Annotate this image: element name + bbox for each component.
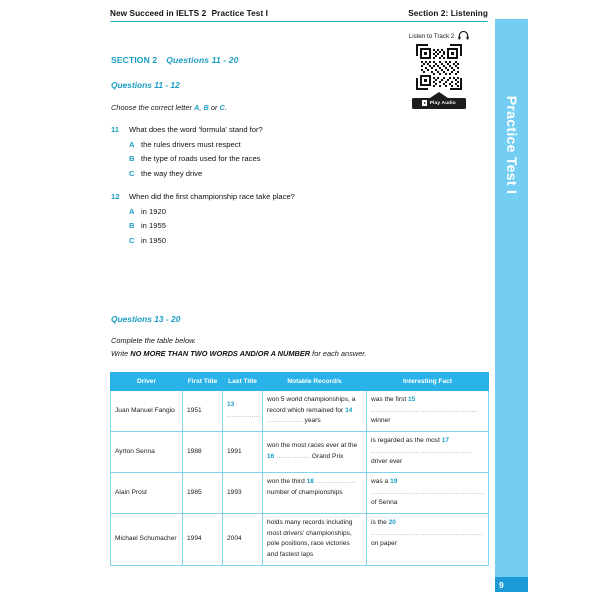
cell-first-title: 1988 — [183, 432, 223, 473]
instruction-sep-2: or — [208, 103, 220, 112]
option-text: the way they drive — [141, 168, 203, 178]
complete-table-instruction: Complete the table below. — [111, 336, 197, 345]
side-tab-label: Practice Test I — [503, 95, 520, 195]
answer-line: .................. — [313, 478, 357, 486]
running-header — [110, 9, 488, 18]
running-header-left — [110, 9, 271, 18]
cell-interesting-fact-gap-15[interactable] — [367, 391, 489, 432]
play-icon — [422, 100, 427, 106]
answer-line: ............... — [227, 412, 261, 419]
record-text-pre: won the most races ever at the — [267, 442, 358, 450]
cell-interesting-fact-gap-19[interactable] — [367, 473, 489, 514]
gap-number: 17 — [441, 437, 450, 445]
option-letter: B — [129, 221, 135, 230]
play-audio-label: Play Audio — [429, 100, 456, 106]
gap-number: 18 — [306, 478, 314, 486]
option-letter: B — [129, 154, 135, 163]
record-text-pre: won 5 world championships, a record which remained for — [267, 396, 356, 414]
question-12-stem: When did the first championship race take place? — [129, 192, 295, 201]
question-12-number: 12 — [111, 192, 120, 201]
instruction-letter-a: A — [193, 103, 200, 112]
option-letter: C — [129, 168, 135, 178]
drivers-table — [110, 372, 489, 566]
play-audio-button[interactable] — [412, 98, 466, 109]
play-audio-wrap — [412, 92, 466, 109]
cell-last-title: 1993 — [223, 473, 263, 514]
questions-11-12-heading: Questions 11 - 12 — [111, 80, 180, 90]
answer-line: ............................................. — [371, 447, 472, 455]
cell-notable-records-gap-16[interactable] — [263, 432, 367, 473]
table-header-row — [111, 373, 489, 391]
column-header-notable-records: Notable Record/s — [263, 373, 367, 391]
option-text: in 1920 — [141, 206, 166, 216]
question-11-option-a[interactable] — [129, 140, 411, 149]
instruction-end: . — [224, 103, 227, 112]
gap-number: 14 — [345, 406, 353, 414]
write-bold: NO MORE THAN TWO WORDS AND/OR A NUMBER — [130, 349, 311, 358]
cell-driver: Michael Schumacher — [111, 514, 183, 566]
option-text: the rules drivers must respect — [141, 139, 241, 149]
fact-text-pre: was a — [371, 478, 391, 486]
audio-block — [389, 31, 489, 109]
headphone-icon — [458, 31, 469, 42]
instruction-letter-c: C — [219, 103, 225, 112]
instruction-letter-b: B — [203, 103, 209, 112]
track-line — [409, 31, 469, 42]
table-row — [111, 432, 489, 473]
column-header-driver: Driver — [111, 373, 183, 391]
question-12-option-b[interactable] — [129, 221, 411, 230]
cell-notable-records-gap-14[interactable] — [263, 391, 367, 432]
cell-driver: Alain Prost — [111, 473, 183, 514]
questions-13-20-heading: Questions 13 - 20 — [111, 314, 181, 324]
qr-code[interactable] — [416, 44, 462, 90]
gap-number: 15 — [408, 396, 416, 403]
record-text-post: Grand Prix — [310, 453, 344, 461]
cell-notable-records: holds many records including most drivers' championships, pole positions, race victories and fastest laps — [263, 514, 367, 566]
option-letter: C — [129, 235, 135, 245]
write-words-instruction — [111, 349, 367, 358]
drivers-table-wrap — [110, 372, 488, 566]
question-12 — [111, 192, 411, 250]
question-11 — [111, 125, 411, 183]
page-number-badge: 9 — [495, 577, 528, 592]
header-rule — [110, 21, 488, 23]
record-text-pre: won the third — [267, 478, 307, 486]
record-text-post: years — [302, 417, 321, 425]
question-11-option-c[interactable] — [129, 169, 411, 178]
instruction-sep-1: , — [199, 103, 204, 112]
cell-last-title: 2004 — [223, 514, 263, 566]
question-11-stem-row — [111, 125, 411, 134]
cell-driver: Ayrton Senna — [111, 432, 183, 473]
gap-number: 19 — [390, 478, 398, 486]
fact-text-post: driver ever — [371, 458, 403, 466]
question-11-number: 11 — [111, 125, 120, 134]
instruction-prefix: Choose the correct letter — [111, 103, 194, 112]
answer-line: .................................................. — [371, 529, 483, 537]
answer-line: ................................................ — [371, 406, 479, 414]
cell-notable-records-gap-18[interactable] — [263, 473, 367, 514]
record-text-post: number of championships — [267, 488, 343, 496]
cell-interesting-fact-gap-17[interactable] — [367, 432, 489, 473]
gap-number: 13 — [227, 401, 235, 409]
question-12-option-c[interactable] — [129, 236, 411, 245]
table-row — [111, 473, 489, 514]
cell-last-title: 1991 — [223, 432, 263, 473]
practice-test-side-tab — [495, 19, 528, 577]
test-title: Practice Test I — [211, 9, 269, 18]
section-heading — [111, 55, 239, 65]
column-header-interesting-fact: Interesting Fact — [367, 373, 489, 391]
table-row — [111, 514, 489, 566]
question-12-option-a[interactable] — [129, 207, 411, 216]
section-title: SECTION 2 — [111, 55, 158, 65]
fact-text-pre: was the first — [371, 396, 409, 403]
fact-text-post: winner — [371, 417, 391, 425]
cell-interesting-fact-gap-20[interactable] — [367, 514, 489, 566]
answer-line: ................ — [267, 417, 303, 425]
cell-driver: Juan Manuel Fangio — [111, 391, 183, 432]
write-suffix: for each answer. — [310, 349, 367, 358]
section-question-range: Questions 11 - 20 — [166, 55, 239, 65]
fact-text-pre: is regarded as the most — [371, 437, 442, 445]
cell-first-title: 1951 — [183, 391, 223, 432]
choose-letter-instruction — [111, 103, 227, 112]
option-letter: A — [129, 206, 135, 216]
question-11-stem: What does the word 'formula' stand for? — [129, 125, 263, 134]
column-header-last-title: Last Title — [223, 373, 263, 391]
gap-number: 16 — [267, 453, 275, 461]
cell-first-title: 1994 — [183, 514, 223, 566]
gap-number: 20 — [388, 519, 396, 527]
option-text: the type of roads used for the races — [141, 154, 261, 163]
option-letter: A — [129, 139, 135, 149]
answer-line: ............... — [274, 453, 311, 461]
section-label: Section 2: Listening — [408, 9, 488, 18]
write-prefix: Write — [111, 349, 131, 358]
track-label: Listen to Track 2 — [408, 33, 455, 40]
table-row — [111, 391, 489, 432]
fact-text-pre: is the — [371, 519, 389, 527]
cell-last-title-gap-13[interactable] — [223, 391, 263, 432]
cell-first-title: 1985 — [183, 473, 223, 514]
option-text: in 1955 — [141, 221, 166, 230]
fact-text-post: of Senna — [371, 499, 398, 507]
question-11-option-b[interactable] — [129, 154, 411, 163]
question-12-stem-row — [111, 192, 411, 201]
answer-line: ................................................... — [371, 488, 485, 496]
option-text: in 1950 — [141, 235, 166, 245]
column-header-first-title: First Title — [183, 373, 223, 391]
book-title: New Succeed in IELTS 2 — [110, 9, 207, 18]
fact-text-post: on paper — [371, 540, 398, 548]
